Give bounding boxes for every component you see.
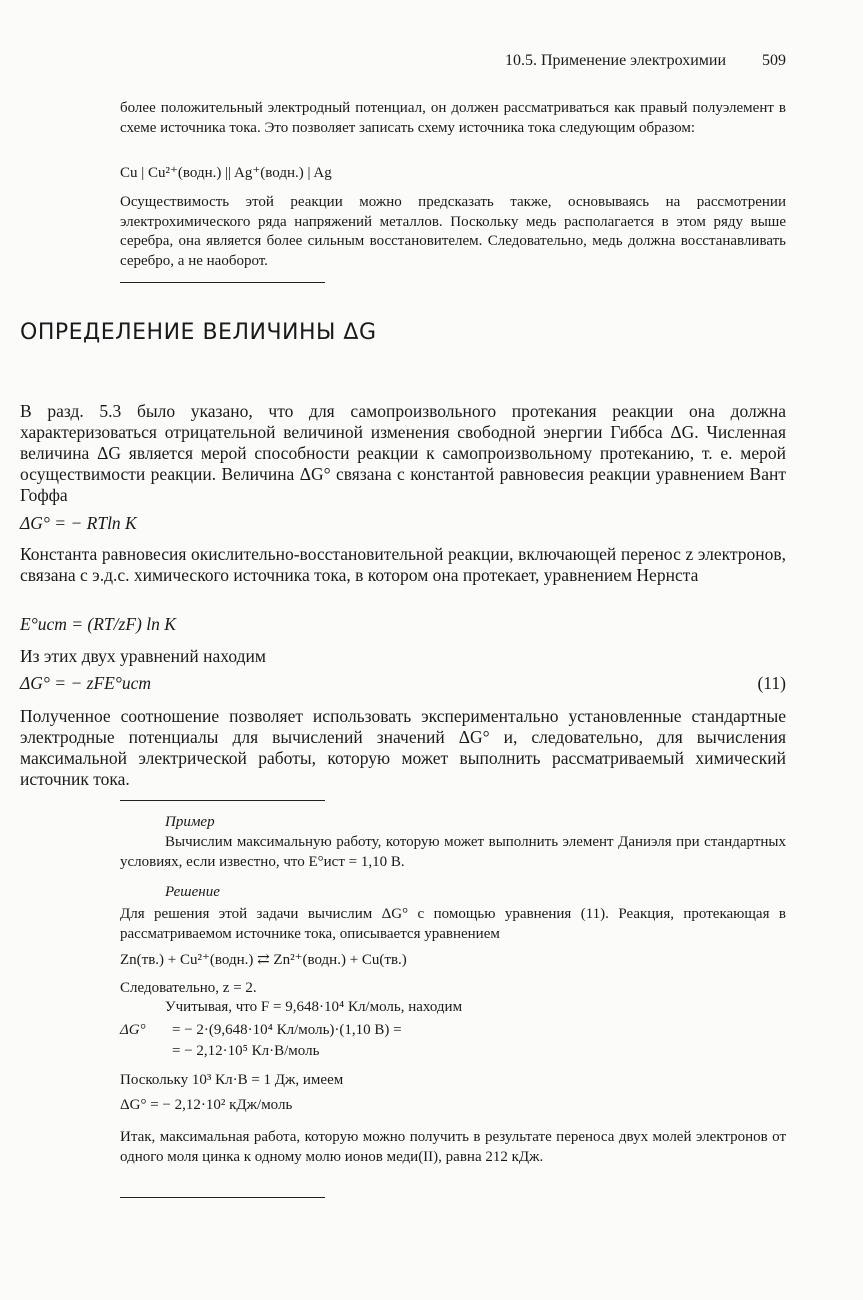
calc-lhs: ΔG° — [120, 1022, 146, 1038]
equation-nernst: E°ист = (RT/zF) ln K — [20, 614, 176, 634]
divider — [120, 800, 325, 801]
equation-number: (11) — [757, 673, 786, 693]
solution-label: Решение — [165, 884, 220, 900]
reaction-equation: Zn(тв.) + Cu²⁺(водн.) ⇄ Zn²⁺(водн.) + Cu(тв.) — [120, 952, 407, 968]
header-title: 10.5. Применение электрохимии — [504, 52, 726, 69]
section-paragraph-2: Константа равновесия окислительно-восстановительной реакции, включающей перенос z электронов, связана с э.д.с. химического источника тока, в котором она протекает, уравнением Нернста — [20, 544, 786, 585]
intro-paragraph-1: более положительный электродный потенциал, он должен рассматриваться как правый полуэлемент в схеме источника тока. Это позволяет записать схему источника тока следующим образом: — [120, 100, 786, 136]
equation-11: ΔG° = − zFE°ист — [20, 673, 151, 693]
page-number: 509 — [762, 52, 786, 69]
calc-line-1: = − 2·(9,648·10⁴ Кл/моль)·(1,10 В) = — [172, 1022, 402, 1038]
section-paragraph-3: Из этих двух уравнений находим — [20, 646, 266, 666]
calc-line-2: = − 2,12·10⁵ Кл·В/моль — [172, 1043, 320, 1059]
divider — [120, 1197, 325, 1198]
section-heading: ОПРЕДЕЛЕНИЕ ВЕЛИЧИНЫ ΔG — [20, 320, 377, 345]
cell-scheme: Cu | Cu²⁺(водн.) || Ag⁺(водн.) | Ag — [120, 165, 332, 181]
equation-van-t-hoff: ΔG° = − RTln K — [20, 513, 137, 533]
example-text: Вычислим максимальную работу, которую может выполнить элемент Даниэля при стандартных условиях, если известно, что E°ист = 1,10 В. — [120, 834, 786, 870]
solution-paragraph-1: Для решения этой задачи вычислим ΔG° с помощью уравнения (11). Реакция, протекающая в рассматриваемом источнике тока, описывается уравнением — [120, 906, 786, 942]
divider — [120, 282, 325, 283]
solution-paragraph-4: Поскольку 10³ Кл·В = 1 Дж, имеем — [120, 1072, 344, 1088]
solution-paragraph-3: Учитывая, что F = 9,648·10⁴ Кл/моль, находим — [165, 999, 463, 1015]
intro-paragraph-2: Осуществимость этой реакции можно предсказать также, основываясь на рассмотрении электрохимического ряда напряжений металлов. Поскольку медь располагается в этом ряду выше серебра, она является более сильным восстановителем. Следовательно, медь должна восстанавливать серебро, а не наоборот. — [120, 194, 786, 269]
conclusion-paragraph: Итак, максимальная работа, которую можно получить в результате переноса двух молей электронов от одного моля цинка к одному молю ионов меди(II), равна 212 кДж. — [120, 1129, 786, 1165]
running-header — [120, 52, 786, 74]
equation-11-row — [20, 673, 786, 697]
result-equation: ΔG° = − 2,12·10² кДж/моль — [120, 1097, 293, 1113]
section-paragraph-1: В разд. 5.3 было указано, что для самопроизвольного протекания реакции она должна характеризоваться отрицательной величиной изменения свободной энергии Гиббса ΔG. Численная величина ΔG является мерой способности реакции к самопроизвольному протеканию, т. е. мерой осуществимости реакции. Величина ΔG° связана с константой равновесия реакции уравнением Вант Гоффа — [20, 401, 786, 505]
example-label: Пример — [165, 814, 215, 830]
solution-paragraph-2: Следовательно, z = 2. — [120, 980, 257, 996]
section-paragraph-4: Полученное соотношение позволяет использовать экспериментально установленные стандартные электродные потенциалы для вычислений значений ΔG° и, следовательно, для вычисления максимальной электрической работы, которую может выполнить рассматриваемый химический источник тока. — [20, 706, 786, 789]
